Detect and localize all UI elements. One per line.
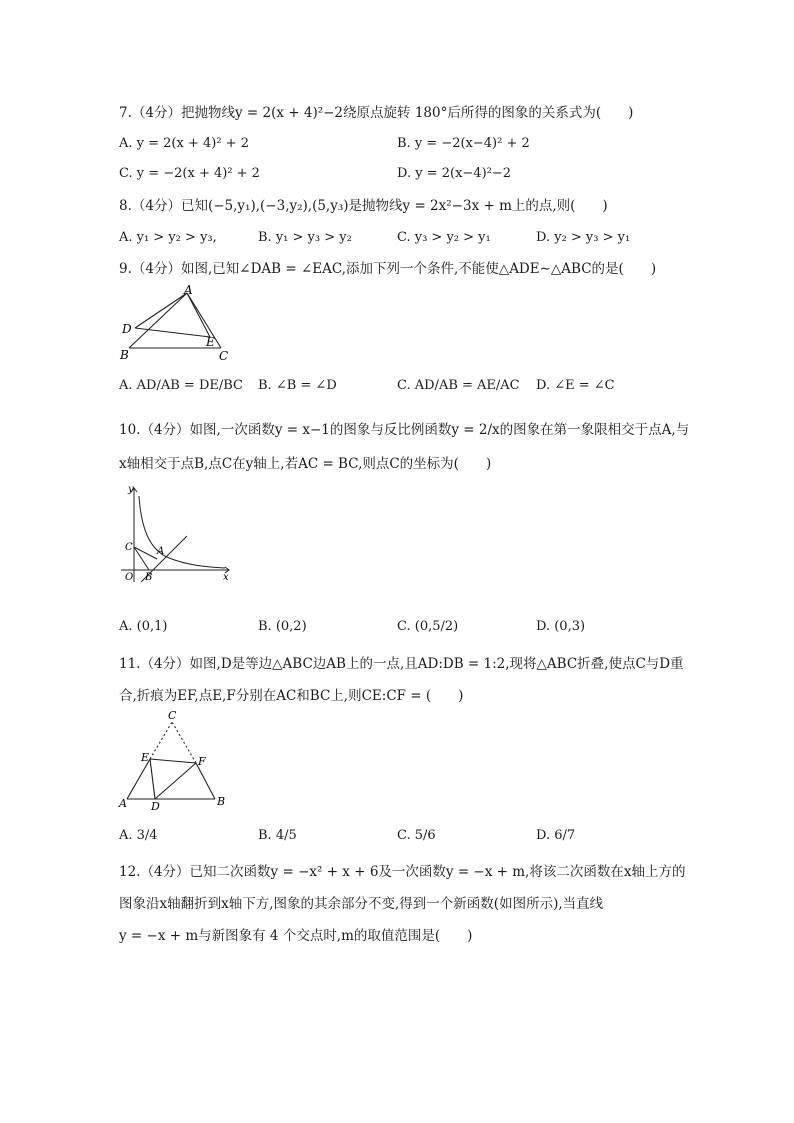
segment-ad (135, 293, 187, 328)
question-9-stem: 9.（4分）如图,已知∠DAB = ∠EAC,添加下列一个条件,不能使△ADE∼△ABC的是( ) (119, 261, 657, 277)
label-b: B (120, 348, 129, 362)
question-10-stem-line-2: x轴相交于点B,点C在y轴上,若AC = BC,则点C的坐标为( ) (119, 456, 492, 472)
question-8-option-c: C. y₃ > y₂ > y₁ (397, 230, 491, 245)
question-12-stem-line-3: y = −x + m与新图象有 4 个交点时,m的取值范围是( ) (119, 928, 473, 944)
label-f: F (198, 755, 206, 768)
fold-line-ef (150, 759, 196, 763)
question-9-option-c: C. AD/AB = AE/AC (397, 378, 520, 393)
label-d: D (151, 800, 160, 812)
label-a: A (184, 283, 193, 297)
question-7-option-a: A. y = 2(x + 4)² + 2 (119, 136, 249, 151)
label-b: B (217, 795, 226, 808)
question-10-option-c: C. (0,5/2) (397, 619, 459, 634)
dotted-segment-ce (150, 722, 172, 759)
label-c: C (219, 349, 229, 363)
label-y: y (128, 484, 134, 495)
question-8-option-b: B. y₁ > y₃ > y₂ (258, 230, 352, 245)
question-11-option-b: B. 4/5 (258, 828, 297, 843)
segment-ed (150, 759, 155, 799)
segment-ae (127, 759, 150, 799)
question-8-option-a: A. y₁ > y₂ > y₃, (119, 230, 217, 245)
question-11-stem-line-2: 合,折痕为EF,点E,F分别在AC和BC上,则CE:CF = ( ) (119, 688, 464, 704)
question-10-option-a: A. (0,1) (119, 619, 168, 634)
question-9-option-d: D. ∠E = ∠C (536, 378, 615, 393)
question-11-option-d: D. 6/7 (536, 828, 576, 843)
question-12-stem-line-1: 12.（4分）已知二次函数y = −x² + x + 6及一次函数y = −x + m,将该二次函数在x轴上方的 (119, 864, 686, 880)
question-11-stem-line-1: 11.（4分）如图,D是等边△ABC边AB上的一点,且AD:DB = 1:2,现将△ABC折叠,使点C与D重 (119, 656, 684, 672)
label-x: x (223, 572, 229, 583)
question-7-option-b: B. y = −2(x−4)² + 2 (397, 136, 530, 151)
question-7-option-c: C. y = −2(x + 4)² + 2 (119, 166, 260, 181)
question-11-option-a: A. 3/4 (119, 828, 158, 843)
label-e: E (141, 751, 150, 764)
question-8-option-d: D. y₂ > y₃ > y₁ (536, 230, 631, 245)
label-o: O (125, 572, 134, 583)
question-7-stem: 7.（4分）把抛物线y = 2(x + 4)²−2绕原点旋转 180°后所得的图象的关系式为( ) (119, 105, 634, 121)
label-a: A (157, 546, 165, 557)
question-10-stem-line-1: 10.（4分）如图,一次函数y = x−1的图象与反比例函数y = 2/x的图象在第一象限相交于点A,与 (119, 422, 690, 438)
label-c: C (125, 542, 133, 553)
question-10-option-d: D. (0,3) (536, 619, 586, 634)
question-9-option-b: B. ∠B = ∠D (258, 378, 337, 393)
question-11-figure (117, 708, 232, 816)
question-10-figure (117, 482, 237, 588)
label-a: A (119, 797, 127, 810)
label-d: D (122, 322, 132, 336)
question-9-option-a: A. AD/AB = DE/BC (119, 378, 243, 393)
question-12-stem-line-2: 图象沿x轴翻折到x轴下方,图象的其余部分不变,得到一个新函数(如图所示),当直线 (119, 896, 604, 912)
segment-de (135, 328, 210, 337)
question-8-stem: 8.（4分）已知(−5,y₁),(−3,y₂),(5,y₃)是抛物线y = 2x²−3x + m上的点,则( ) (119, 198, 608, 214)
question-11-option-c: C. 5/6 (397, 828, 436, 843)
segment-bf (196, 763, 215, 799)
label-c: C (168, 709, 177, 722)
segment-ae (187, 293, 210, 337)
question-9-figure (117, 282, 237, 368)
segment-ac (187, 293, 221, 348)
label-b: B (145, 572, 153, 583)
dotted-segment-cf (172, 722, 196, 763)
hyperbola-curve (139, 496, 225, 568)
segment-ab (129, 293, 187, 348)
segment-fd (155, 763, 196, 799)
question-7-option-d: D. y = 2(x−4)²−2 (397, 166, 512, 181)
question-10-option-b: B. (0,2) (258, 619, 307, 634)
label-e: E (206, 335, 215, 349)
